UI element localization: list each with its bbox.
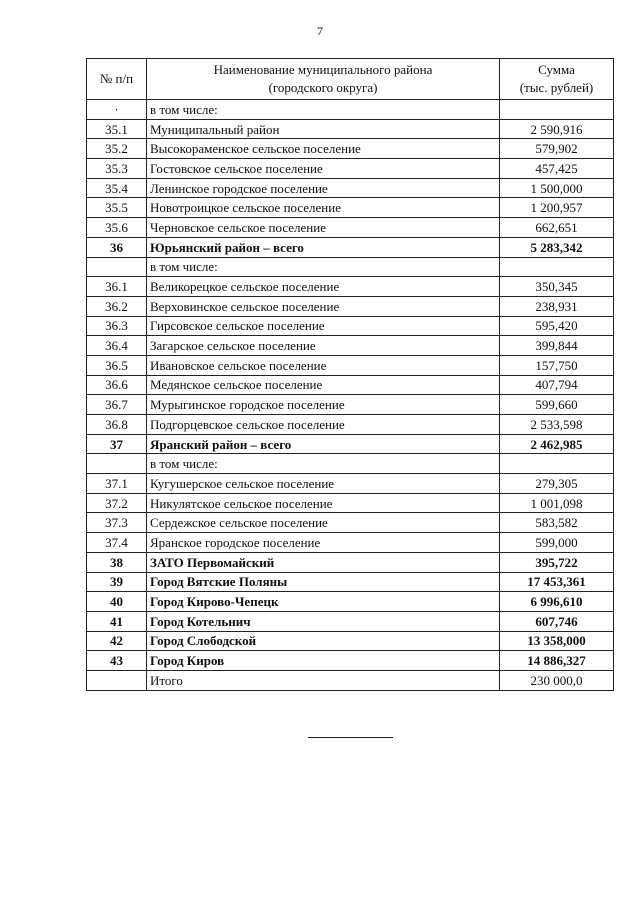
row-number: 36.6: [87, 375, 147, 395]
row-number: 40: [87, 592, 147, 612]
row-name: Город Кирово-Чепецк: [147, 592, 500, 612]
row-sum: 399,844: [500, 336, 614, 356]
row-sum: 13 358,000: [500, 631, 614, 651]
table-body: [87, 100, 614, 691]
row-name: Верховинское сельское поселение: [147, 296, 500, 316]
row-name: Кугушерское сельское поселение: [147, 474, 500, 494]
header-num: № п/п: [87, 59, 147, 100]
row-name: Загарское сельское поселение: [147, 336, 500, 356]
table-row: [87, 533, 614, 553]
row-sum: 579,902: [500, 139, 614, 159]
row-name: Гирсовское сельское поселение: [147, 316, 500, 336]
row-sum: 395,722: [500, 552, 614, 572]
table-row: [87, 592, 614, 612]
table-row: [87, 572, 614, 592]
row-name: Муниципальный район: [147, 119, 500, 139]
table-row: [87, 218, 614, 238]
row-name: Город Вятские Поляны: [147, 572, 500, 592]
row-number: 37.2: [87, 493, 147, 513]
row-sum: 1 500,000: [500, 178, 614, 198]
row-sum: 2 462,985: [500, 434, 614, 454]
table-row: [87, 336, 614, 356]
row-sum: 17 453,361: [500, 572, 614, 592]
table-header: [87, 59, 614, 100]
row-name: Город Котельнич: [147, 611, 500, 631]
header-name-line2: (городского округа): [268, 80, 378, 95]
row-sum: 6 996,610: [500, 592, 614, 612]
table-row: [87, 237, 614, 257]
page-number: 7: [317, 24, 323, 38]
row-name: Город Слободской: [147, 631, 500, 651]
row-number: 36.5: [87, 355, 147, 375]
table-row: [87, 198, 614, 218]
row-sum: 599,000: [500, 533, 614, 553]
row-name: Черновское сельское поселение: [147, 218, 500, 238]
table-row: [87, 178, 614, 198]
row-sum: 457,425: [500, 159, 614, 179]
row-name: Яранский район – всего: [147, 434, 500, 454]
table-row: [87, 119, 614, 139]
table-row: [87, 552, 614, 572]
table-row: [87, 277, 614, 297]
row-number: 36.3: [87, 316, 147, 336]
row-number: 37.3: [87, 513, 147, 533]
table-row: [87, 670, 614, 690]
row-sum: 5 283,342: [500, 237, 614, 257]
row-name: Юрьянский район – всего: [147, 237, 500, 257]
row-number: 36: [87, 237, 147, 257]
row-name: Ленинское городское поселение: [147, 178, 500, 198]
table-row: [87, 474, 614, 494]
row-number: 37.1: [87, 474, 147, 494]
table-row: [87, 513, 614, 533]
row-name: Город Киров: [147, 651, 500, 671]
row-name: в том числе:: [147, 257, 500, 277]
header-sum-line1: Сумма: [538, 62, 575, 77]
row-number: 35.5: [87, 198, 147, 218]
row-sum: 279,305: [500, 474, 614, 494]
row-number: 39: [87, 572, 147, 592]
header-name: [147, 59, 500, 100]
row-number: [87, 670, 147, 690]
row-sum: 157,750: [500, 355, 614, 375]
row-sum: 350,345: [500, 277, 614, 297]
table-row: [87, 296, 614, 316]
row-name: Ивановское сельское поселение: [147, 355, 500, 375]
row-number: 37: [87, 434, 147, 454]
row-number: 43: [87, 651, 147, 671]
row-number: 38: [87, 552, 147, 572]
header-sum: [500, 59, 614, 100]
table-row: [87, 316, 614, 336]
row-number: [87, 454, 147, 474]
row-sum: [500, 100, 614, 120]
row-sum: 407,794: [500, 375, 614, 395]
row-name: Новотроицкое сельское поселение: [147, 198, 500, 218]
row-sum: 607,746: [500, 611, 614, 631]
row-sum: [500, 257, 614, 277]
table-row: [87, 493, 614, 513]
row-sum: 599,660: [500, 395, 614, 415]
row-number: 36.2: [87, 296, 147, 316]
row-name: Подгорцевское сельское поселение: [147, 415, 500, 435]
table-row: [87, 454, 614, 474]
row-name: Гостовское сельское поселение: [147, 159, 500, 179]
row-sum: 1 200,957: [500, 198, 614, 218]
row-sum: [500, 454, 614, 474]
row-number: 36.7: [87, 395, 147, 415]
row-sum: 2 590,916: [500, 119, 614, 139]
row-name: Итого: [147, 670, 500, 690]
table-row: [87, 415, 614, 435]
row-sum: 595,420: [500, 316, 614, 336]
row-number: 36.4: [87, 336, 147, 356]
table-row: [87, 100, 614, 120]
row-name: Никулятское сельское поселение: [147, 493, 500, 513]
row-number: 35.3: [87, 159, 147, 179]
row-number: 36.1: [87, 277, 147, 297]
row-number: ·: [87, 100, 147, 120]
table-row: [87, 139, 614, 159]
header-row: [87, 59, 614, 100]
row-number: [87, 257, 147, 277]
footer-divider: [308, 737, 393, 738]
row-name: в том числе:: [147, 100, 500, 120]
row-sum: 1 001,098: [500, 493, 614, 513]
table-row: [87, 375, 614, 395]
row-name: Яранское городское поселение: [147, 533, 500, 553]
table-row: [87, 611, 614, 631]
table-row: [87, 395, 614, 415]
row-sum: 14 886,327: [500, 651, 614, 671]
row-name: ЗАТО Первомайский: [147, 552, 500, 572]
header-sum-line2: (тыс. рублей): [519, 80, 594, 95]
row-number: 35.6: [87, 218, 147, 238]
row-number: 37.4: [87, 533, 147, 553]
table-row: [87, 355, 614, 375]
row-number: 42: [87, 631, 147, 651]
row-name: в том числе:: [147, 454, 500, 474]
row-sum: 230 000,0: [500, 670, 614, 690]
row-name: Мурыгинское городское поселение: [147, 395, 500, 415]
row-number: 35.4: [87, 178, 147, 198]
row-name: Великорецкое сельское поселение: [147, 277, 500, 297]
budget-table: [86, 58, 614, 691]
row-name: Сердежское сельское поселение: [147, 513, 500, 533]
row-number: 35.2: [87, 139, 147, 159]
row-sum: 2 533,598: [500, 415, 614, 435]
header-name-line1: Наименование муниципального района: [213, 62, 433, 77]
row-name: Высокораменское сельское поселение: [147, 139, 500, 159]
table-row: [87, 159, 614, 179]
table-row: [87, 434, 614, 454]
row-number: 41: [87, 611, 147, 631]
row-sum: 583,582: [500, 513, 614, 533]
row-name: Медянское сельское поселение: [147, 375, 500, 395]
row-sum: 662,651: [500, 218, 614, 238]
row-sum: 238,931: [500, 296, 614, 316]
row-number: 35.1: [87, 119, 147, 139]
row-number: 36.8: [87, 415, 147, 435]
table-row: [87, 257, 614, 277]
table-row: [87, 631, 614, 651]
table-row: [87, 651, 614, 671]
